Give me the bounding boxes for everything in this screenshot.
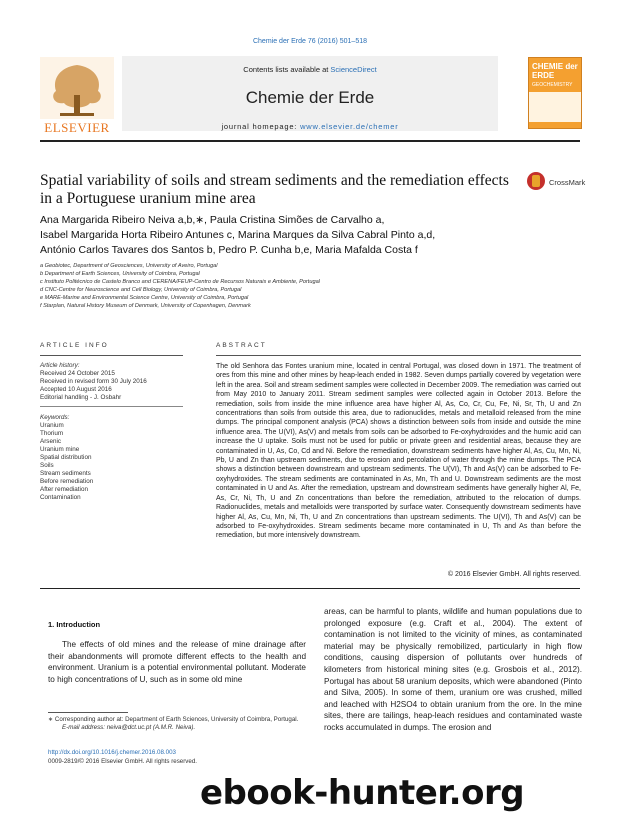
keywords-rule	[40, 406, 183, 407]
journal-cover-thumbnail[interactable]	[528, 57, 582, 129]
affiliation: b Department of Earth Sciences, University of Coimbra, Portugal	[40, 271, 200, 277]
abstract-heading: ABSTRACT	[216, 342, 267, 349]
keyword: Contamination	[40, 494, 81, 501]
abstract-body: The old Senhora das Fontes uranium mine, located in central Portugal, was closed down in 1971. The treatment of ores from this mine and other mines by heap-leach ended in 1982. Seven dumps partially covered by vegetation were left in the area. Soil and stream sediment samples were collected in December 2009. The remediation was carried out from May 2010 to January 2011. Stream sediment samples were collected again in October 2013. Before the remediation, soils from inside the mine influence area have higher Al, As, Co, Cr, Cu, Fe, Ni, Sr, Th, U and Zn concentrations than soils from outside this area, due to radionuclides, metals and metalloid released from the mine dumps. The principal component analysis (PCA) shows a distinction between soils from inside and outside the mine influence area. The U(VI), As(V) and metals from soils can be adsorbed to Fe-oxyhydroxides and the humic acid can increase the U uptake. Soils must not be used for public or private green and residential areas, because they are contaminated in U, As, Co, Cd and Ni. Before the remediation, downstream sediments have higher Al, As, Cu, Mn, Ni, Pb, U and Zn than upstream sediments, due to erosion and percolation of water through the mine dumps. The PCA shows a distinction between downstream and upstream sediments. The U(VI), Th and As(V) can be adsorbed to Fe-oxyhydroxides. The stream sediments are contaminated in As, Mn, Th and U. Downstream sediments are the most contaminated in U and As. After the remediation, upstream and downstream sediments have generally higher Al, Fe, As, Cr, Ni, Th, U and Zn concentrations than before the remediation, attributed to the relocation of dumps. Radionuclides, metals and metalloids were transported by surface water. Consequently downstream sediments have higher Al, As, Cu, Mn, Ni, Th, U and Zn concentrations than upstream sediments. The U(VI), Th and As(V) can be adsorbed to Fe-oxyhydroxides. Stream sediments became more contaminated in U, Th and As than before the remediation, but more intensively downstream.	[216, 363, 581, 540]
crossmark-icon	[527, 172, 545, 190]
keyword: Uranium	[40, 422, 64, 429]
keywords-label: Keywords:	[40, 414, 70, 421]
introduction-heading: 1. Introduction	[48, 620, 101, 629]
author-line: António Carlos Tavares dos Santos b, Pedro P. Cunha b,e, Maria Mafalda Costa f	[40, 244, 418, 256]
keyword: Soils	[40, 462, 54, 469]
journal-reference[interactable]: Chemie der Erde 76 (2016) 501–518	[252, 38, 368, 45]
history-label: Article history:	[40, 362, 80, 369]
header-rule	[40, 140, 580, 142]
paper-title: Spatial variability of soils and stream sediments and the remediation effects in a Portuguese uranium mine area	[40, 172, 509, 207]
keyword: Thorium	[40, 430, 64, 437]
footnote	[48, 716, 306, 732]
contents-prefix: Contents lists available at	[243, 65, 331, 74]
history-item: Editorial handling - J. Osbahr	[40, 394, 122, 401]
author-line: Isabel Margarida Horta Ribeiro Antunes c, Marina Marques da Silva Cabral Pinto a,d,	[40, 229, 436, 241]
abstract-rule	[216, 355, 581, 356]
article-info-rule	[40, 355, 183, 356]
corresponding-author-note: ∗ Corresponding author at: Department of Earth Sciences, University of Coimbra, Portugal.	[48, 716, 299, 723]
affiliation: c Instituto Politécnico de Castelo Branco and CERENA/FEUP-Centro de Recursos Naturais e Ambiente, Portugal	[40, 279, 320, 285]
contents-line	[122, 65, 498, 74]
abstract-bottom-rule	[40, 588, 580, 589]
doi-link[interactable]: http://dx.doi.org/10.1016/j.chemer.2016.08.003	[48, 749, 176, 756]
email-note[interactable]: E-mail address: neiva@dct.uc.pt (A.M.R. Neiva).	[62, 724, 196, 731]
cover-title: CHEMIE der ERDE	[532, 62, 578, 80]
keyword: Spatial distribution	[40, 454, 92, 461]
cover-subtitle: GEOCHEMISTRY	[532, 82, 573, 88]
crossmark-badge[interactable]	[527, 172, 587, 192]
article-info-heading: ARTICLE INFO	[40, 342, 109, 349]
footnote-rule	[48, 712, 128, 713]
keyword: Uranium mine	[40, 446, 80, 453]
crossmark-label: CrossMark	[549, 178, 586, 187]
homepage-line	[122, 122, 498, 131]
affiliation: e MARE-Marine and Environmental Science Centre, University of Coimbra, Portugal	[40, 295, 249, 301]
keyword: Stream sediments	[40, 470, 91, 477]
affiliation: a Geobiotec, Department of Geosciences, University of Aveiro, Portugal	[40, 263, 218, 269]
sciencedirect-link[interactable]: ScienceDirect	[330, 65, 377, 74]
homepage-link[interactable]: www.elsevier.de/chemer	[300, 122, 399, 131]
history-item: Accepted 10 August 2016	[40, 386, 112, 393]
history-item: Received 24 October 2015	[40, 370, 115, 377]
introduction-column-left: The effects of old mines and the release of mine drainage after their abandonments will promote different effects to the health and environment. Uranium is a potential environmental pollutant. Moderate to high concentrations of U, such as in some old mine	[48, 640, 306, 684]
issn-line: 0009-2819/© 2016 Elsevier GmbH. All rights reserved.	[48, 758, 198, 765]
history-item: Received in revised form 30 July 2016	[40, 378, 147, 385]
keyword: Before remediation	[40, 478, 94, 485]
introduction-column-right: areas, can be harmful to plants, wildlife and human populations due to prolonged exposure (e.g. Craft et al., 2004). The extent of contamination is not limited to the vicinity of mines, as contaminated material may be physically remobilized, particularly in high flow conditions, causing dispersion of pollutants over hundreds of kilometers from historical mining sites (e.g. Grosbois et al., 2012). Portugal has about 58 uranium deposits, which were abandoned (Pinto and Silva, 2005). In some of them, uranium ore was crushed, milled and leached with H2SO4 to obtain uranium from the ore. In the mine sites, there are tailings, heap-leach residues and contaminated waste rocks accumulated in dumps. The erosion and	[324, 607, 582, 732]
keyword: After remediation	[40, 486, 88, 493]
watermark: ebook-hunter.org	[200, 773, 525, 813]
copyright-notice: © 2016 Elsevier GmbH. All rights reserved.	[447, 571, 581, 578]
homepage-prefix: journal homepage:	[221, 122, 301, 131]
affiliation: d CNC-Centre for Neuroscience and Cell Biology, University of Coimbra, Portugal	[40, 287, 242, 293]
affiliation: f Starplan, Natural History Museum of Denmark, University of Copenhagen, Denmark	[40, 303, 251, 309]
elsevier-wordmark: ELSEVIER	[44, 120, 110, 135]
cover-band	[529, 92, 581, 122]
journal-title: Chemie der Erde	[245, 88, 375, 107]
author-line: Ana Margarida Ribeiro Neiva a,b,∗, Paula Cristina Simões de Carvalho a,	[40, 214, 385, 226]
keyword: Arsenic	[40, 438, 61, 445]
